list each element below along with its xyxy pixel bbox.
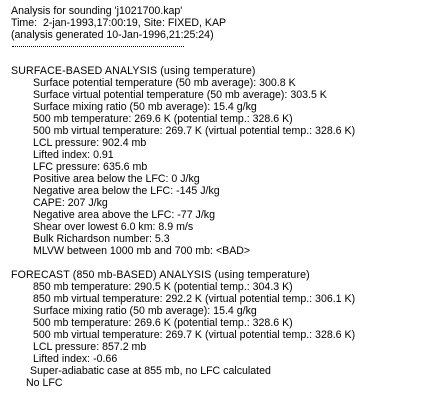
- forecast-lifted-index: Lifted index: -0.66: [33, 353, 118, 365]
- surface-bulk-richardson: Bulk Richardson number: 5.3: [33, 233, 170, 245]
- surface-section-title: SURFACE-BASED ANALYSIS (using temperature): [11, 65, 256, 77]
- surface-500mb-temperature: 500 mb temperature: 269.6 K (potential temp.: 328.6 K): [33, 113, 293, 125]
- forecast-850mb-virtual-temperature: 850 mb virtual temperature: 292.2 K (virtual potential temp.: 306.1 K): [33, 293, 356, 305]
- surface-shear: Shear over lowest 6.0 km: 8.9 m/s: [33, 221, 194, 233]
- surface-virtual-potential-temperature: Surface virtual potential temperature (50 mb average): 303.5 K: [33, 89, 327, 101]
- forecast-surface-mixing-ratio: Surface mixing ratio (50 mb average): 15.4 g/kg: [33, 305, 257, 317]
- forecast-850mb-temperature: 850 mb temperature: 290.5 K (potential temp.: 304.3 K): [33, 281, 293, 293]
- surface-cape: CAPE: 207 J/kg: [33, 197, 108, 209]
- surface-lifted-index: Lifted index: 0.91: [33, 149, 114, 161]
- surface-mixing-ratio: Surface mixing ratio (50 mb average): 15.4 g/kg: [33, 101, 257, 113]
- surface-positive-area-below-lfc: Positive area below the LFC: 0 J/kg: [33, 173, 200, 185]
- surface-potential-temperature: Surface potential temperature (50 mb average): 300.8 K: [33, 77, 296, 89]
- forecast-super-adiabatic-note: Super-adiabatic case at 855 mb, no LFC calculated: [30, 365, 271, 377]
- surface-negative-area-below-lfc: Negative area below the LFC: -145 J/kg: [33, 185, 220, 197]
- forecast-section-title: FORECAST (850 mb-BASED) ANALYSIS (using temperature): [11, 269, 310, 281]
- surface-lfc-pressure: LFC pressure: 635.6 mb: [33, 161, 148, 173]
- header-divider: [11, 41, 446, 53]
- surface-mlvw: MLVW between 1000 mb and 700 mb: <BAD>: [33, 245, 251, 257]
- surface-negative-area-above-lfc: Negative area above the LFC: -77 J/kg: [33, 209, 215, 221]
- forecast-500mb-temperature: 500 mb temperature: 269.6 K (potential temp.: 328.6 K): [33, 317, 293, 329]
- surface-500mb-virtual-temperature: 500 mb virtual temperature: 269.7 K (virtual potential temp.: 328.6 K): [33, 125, 356, 137]
- spacer: [11, 257, 446, 269]
- report-generated: (analysis generated 10-Jan-1996,21:25:24): [11, 29, 214, 41]
- forecast-500mb-virtual-temperature: 500 mb virtual temperature: 269.7 K (virtual potential temp.: 328.6 K): [33, 329, 356, 341]
- forecast-no-lfc-note: No LFC: [26, 377, 63, 389]
- report-time-site: Time: 2-jan-1993,17:00:19, Site: FIXED, KAP: [11, 17, 227, 29]
- spacer: [11, 53, 446, 65]
- report-title: Analysis for sounding 'j1021700.kap': [11, 5, 183, 17]
- forecast-lcl-pressure: LCL pressure: 857.2 mb: [33, 341, 147, 353]
- surface-lcl-pressure: LCL pressure: 902.4 mb: [33, 137, 147, 149]
